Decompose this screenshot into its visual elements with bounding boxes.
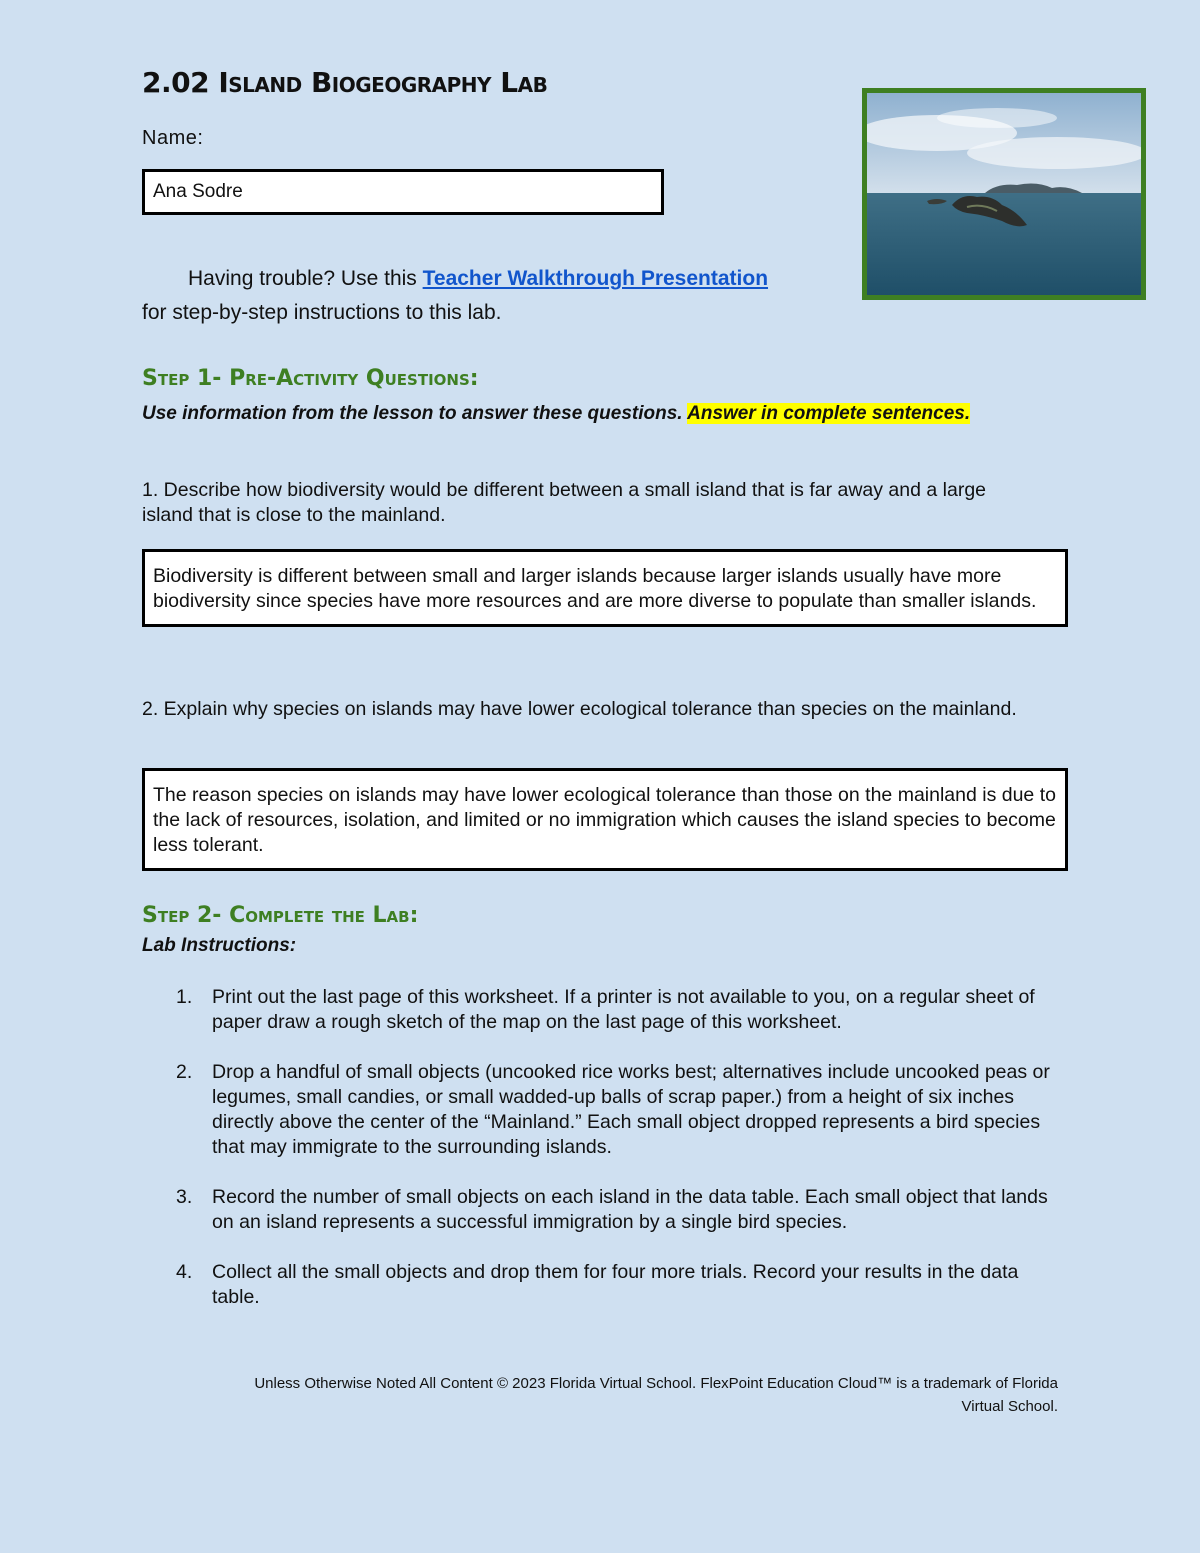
list-number: 1. [176,986,193,1008]
answer-1-box[interactable]: Biodiversity is different between small and larger islands because larger islands usually have more biodiversity since species have more resources and are more diverse to populate than smaller islands. [142,549,1068,627]
name-label: Name: [142,127,204,149]
list-number: 4. [176,1261,193,1283]
list-number: 2. [176,1061,193,1083]
list-item [142,1185,1062,1235]
list-text: Drop a handful of small objects (uncooked rice works best; alternatives include uncooked peas or legumes, small candies, or small wadded-up balls of scrap paper.) from a height of six inches directly above the center of the “Mainland.” Each small object dropped represents a bird species that may immigrate to the surrounding islands. [212,1061,1050,1158]
question-2: 2. Explain why species on islands may have lower ecological tolerance than species on the mainland. [142,698,1017,720]
list-text: Print out the last page of this worksheet. If a printer is not available to you, on a regular sheet of paper draw a rough sketch of the map on the last page of this worksheet. [212,986,1035,1033]
question-1: 1. Describe how biodiversity would be different between a small island that is far away and a large island that is close to the mainland. [142,479,987,526]
instructions-text: Use information from the lesson to answer these questions. [142,403,688,424]
list-number: 3. [176,1186,193,1208]
list-text: Record the number of small objects on each island in the data table. Each small object that lands on an island represents a successful immigration by a single bird species. [212,1186,1048,1233]
footer-line-2: Virtual School. [961,1398,1058,1415]
footer-line-1: Unless Otherwise Noted All Content © 2023 Florida Virtual School. FlexPoint Education Cloud™ is a trademark of Florida [254,1375,1058,1392]
help-prefix: Having trouble? Use this [188,267,423,290]
walkthrough-link[interactable]: Teacher Walkthrough Presentation [422,267,769,290]
step2-heading: Step 2- Complete the Lab: [142,903,419,928]
help-text [142,262,862,330]
help-suffix: for step-by-step instructions to this lab. [142,301,502,324]
answer-2-box[interactable]: The reason species on islands may have lower ecological tolerance than those on the mainland is due to the lack of resources, isolation, and limited or no immigration which causes the island species to become less tolerant. [142,768,1068,871]
lab-steps-list [142,985,1062,1335]
list-item [142,1260,1062,1310]
name-field[interactable]: Ana Sodre [142,169,664,215]
page-title: 2.02 Island Biogeography Lab [142,66,548,99]
list-item [142,1060,1062,1160]
step1-heading: Step 1- Pre-Activity Questions: [142,366,479,391]
island-photo [862,88,1146,300]
lab-instructions-heading: Lab Instructions: [142,935,297,956]
step1-instructions [142,400,1022,427]
highlight-text: Answer in complete sentences. [687,403,971,424]
list-text: Collect all the small objects and drop them for four more trials. Record your results in the data table. [212,1261,1019,1308]
copyright-footer [140,1372,1058,1418]
list-item [142,985,1062,1035]
